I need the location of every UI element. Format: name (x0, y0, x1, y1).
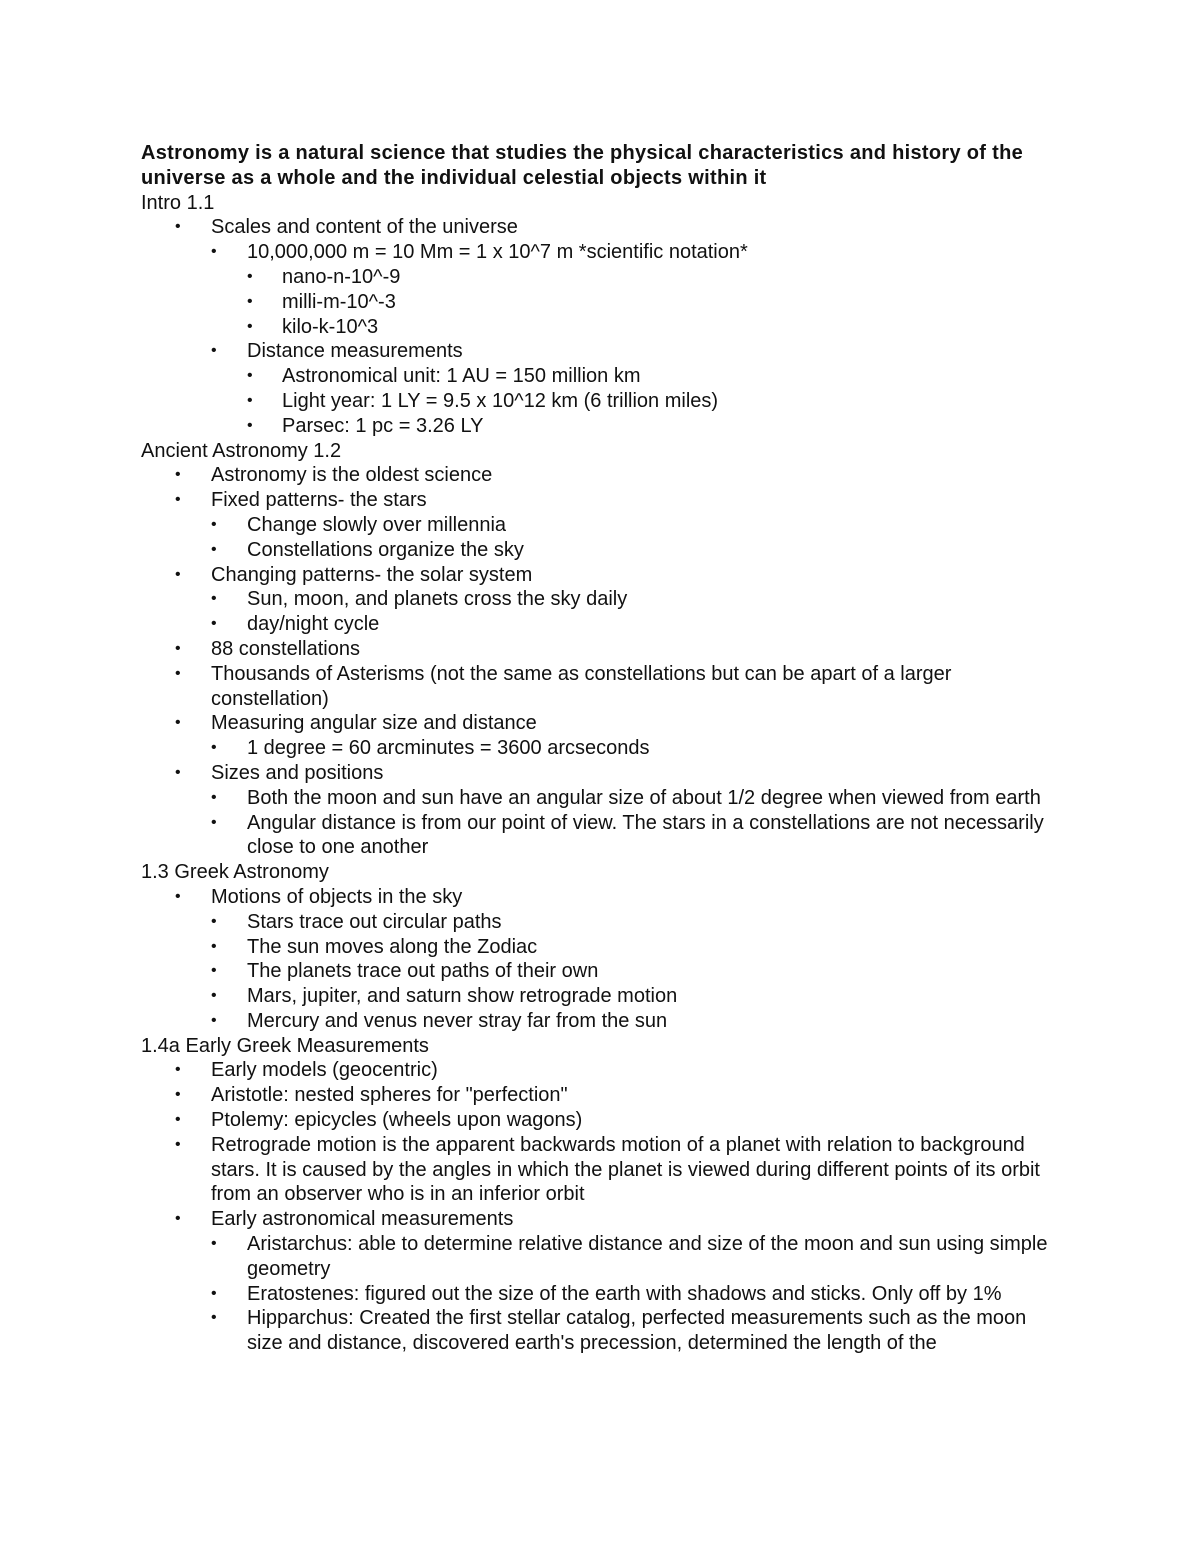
list-item (141, 587, 1061, 612)
list-item (141, 1058, 1061, 1083)
list-item-text: Astronomy is the oldest science (211, 464, 493, 487)
list-item (141, 612, 1061, 637)
list-item-text: Thousands of Asterisms (not the same as constellations but can be apart of a larger constellation) (211, 662, 952, 710)
list-item-text: day/night cycle (247, 613, 380, 636)
list-item (141, 1009, 1061, 1034)
bullet-icon: • (211, 243, 217, 261)
bullet-icon: • (175, 1210, 181, 1228)
bullet-icon: • (211, 788, 217, 806)
list-item-text: Changing patterns- the solar system (211, 563, 533, 586)
bullet-icon: • (211, 515, 217, 533)
bullet-icon: • (247, 416, 253, 434)
bullet-icon: • (211, 987, 217, 1005)
list-item-text: Stars trace out circular paths (247, 910, 502, 933)
list-item-text: Retrograde motion is the apparent backwards motion of a planet with relation to background stars. It is caused by the angles in which the planet is viewed during different points of its orbit from an observer who is in an inferior orbit (211, 1133, 1040, 1206)
list-item (141, 1108, 1061, 1133)
list-item-text: 88 constellations (211, 637, 360, 660)
list-item-text: Parsec: 1 pc = 3.26 LY (282, 414, 484, 437)
list-item (141, 339, 1061, 364)
list-item (141, 885, 1061, 910)
bullet-icon: • (211, 615, 217, 633)
list-item (141, 959, 1061, 984)
list-item-text: Fixed patterns- the stars (211, 489, 427, 512)
list-item-text: kilo-k-10^3 (282, 315, 379, 338)
bullet-icon: • (211, 1309, 217, 1327)
list-item (141, 711, 1061, 736)
list-item-text: nano-n-10^-9 (282, 265, 401, 288)
list-item-text: 1 degree = 60 arcminutes = 3600 arcseconds (247, 737, 650, 760)
list-item (141, 1207, 1061, 1232)
list-item (141, 786, 1061, 811)
bullet-icon: • (175, 565, 181, 583)
list-item-text: Early models (geocentric) (211, 1059, 438, 1082)
document-title: Astronomy is a natural science that studies the physical characteristics and history of the universe as a whole and the individual celestial objects within it (141, 142, 1024, 189)
bullet-icon: • (247, 367, 253, 385)
list-item-text: Eratostenes: figured out the size of the earth with shadows and sticks. Only off by 1% (247, 1282, 1002, 1305)
list-item (141, 414, 1061, 439)
bullet-icon: • (175, 714, 181, 732)
list-item-text: Both the moon and sun have an angular size of about 1/2 degree when viewed from earth (247, 786, 1041, 809)
bullet-icon: • (211, 937, 217, 955)
list-item (141, 1306, 1061, 1356)
bullet-icon: • (211, 590, 217, 608)
list-item-text: Aristotle: nested spheres for "perfection" (211, 1084, 568, 1107)
bullet-icon: • (211, 1011, 217, 1029)
list-item (141, 513, 1061, 538)
list-item-text: Light year: 1 LY = 9.5 x 10^12 km (6 trillion miles) (282, 389, 719, 412)
bullet-icon: • (211, 813, 217, 831)
document-body (141, 191, 1061, 1356)
list-item-text: Aristarchus: able to determine relative distance and size of the moon and sun using simple geometry (247, 1233, 1048, 1280)
list-item (141, 315, 1061, 340)
list-item-text: milli-m-10^-3 (282, 290, 396, 313)
list-item (141, 389, 1061, 414)
section-heading: Intro 1.1 (141, 191, 215, 214)
list-item (141, 1133, 1061, 1207)
list-item (141, 761, 1061, 786)
list-item (141, 811, 1061, 861)
list-item (141, 984, 1061, 1009)
bullet-icon: • (175, 763, 181, 781)
bullet-icon: • (211, 912, 217, 930)
list-item-text: Mars, jupiter, and saturn show retrograde motion (247, 985, 678, 1008)
bullet-icon: • (175, 1061, 181, 1079)
list-item-text: 10,000,000 m = 10 Mm = 1 x 10^7 m *scientific notation* (247, 241, 748, 264)
list-item-text: Measuring angular size and distance (211, 712, 537, 735)
list-item-text: Sizes and positions (211, 761, 384, 784)
list-item-text: The planets trace out paths of their own (247, 960, 599, 983)
list-item-text: Mercury and venus never stray far from the sun (247, 1009, 668, 1032)
bullet-icon: • (211, 1235, 217, 1253)
bullet-icon: • (175, 664, 181, 682)
list-item-text: The sun moves along the Zodiac (247, 935, 538, 958)
bullet-icon: • (211, 739, 217, 757)
bullet-icon: • (211, 962, 217, 980)
bullet-icon: • (211, 540, 217, 558)
bullet-icon: • (211, 342, 217, 360)
section-heading: Ancient Astronomy 1.2 (141, 439, 342, 462)
bullet-list (141, 1058, 1061, 1356)
list-item-text: Sun, moon, and planets cross the sky daily (247, 588, 628, 611)
bullet-icon: • (175, 639, 181, 657)
bullet-icon: • (175, 218, 181, 236)
list-item-text: Hipparchus: Created the first stellar catalog, perfected measurements such as the moon size and distance, discovered earth's precession, determined the length of the (247, 1307, 1027, 1355)
bullet-icon: • (247, 267, 253, 285)
list-item-text: Astronomical unit: 1 AU = 150 million km (282, 365, 641, 388)
list-item-text: Scales and content of the universe (211, 216, 518, 239)
list-item-text: Ptolemy: epicycles (wheels upon wagons) (211, 1109, 583, 1132)
bullet-list (141, 885, 1061, 1034)
document-page (141, 141, 1061, 1356)
bullet-icon: • (175, 1135, 181, 1153)
section-heading: 1.4a Early Greek Measurements (141, 1034, 429, 1057)
section-heading: 1.3 Greek Astronomy (141, 861, 329, 884)
list-item-text: Distance measurements (247, 340, 463, 363)
list-item (141, 488, 1061, 513)
list-item (141, 265, 1061, 290)
list-item (141, 910, 1061, 935)
list-item (141, 1232, 1061, 1282)
bullet-icon: • (175, 491, 181, 509)
list-item (141, 463, 1061, 488)
bullet-icon: • (175, 887, 181, 905)
list-item (141, 240, 1061, 265)
list-item (141, 736, 1061, 761)
list-item (141, 1083, 1061, 1108)
bullet-icon: • (175, 1111, 181, 1129)
list-item-text: Motions of objects in the sky (211, 885, 463, 908)
list-item (141, 563, 1061, 588)
list-item-text: Angular distance is from our point of view. The stars in a constellations are not necessarily close to one another (247, 811, 1044, 859)
list-item-text: Early astronomical measurements (211, 1208, 514, 1231)
list-item (141, 662, 1061, 712)
bullet-icon: • (247, 317, 253, 335)
list-item (141, 1282, 1061, 1307)
bullet-icon: • (247, 292, 253, 310)
list-item (141, 290, 1061, 315)
list-item-text: Change slowly over millennia (247, 513, 507, 536)
bullet-list (141, 463, 1061, 860)
list-item (141, 637, 1061, 662)
list-item (141, 364, 1061, 389)
bullet-list (141, 215, 1061, 438)
list-item (141, 538, 1061, 563)
list-item (141, 935, 1061, 960)
bullet-icon: • (247, 391, 253, 409)
bullet-icon: • (175, 466, 181, 484)
bullet-icon: • (211, 1284, 217, 1302)
list-item-text: Constellations organize the sky (247, 538, 524, 561)
bullet-icon: • (175, 1086, 181, 1104)
list-item (141, 215, 1061, 240)
